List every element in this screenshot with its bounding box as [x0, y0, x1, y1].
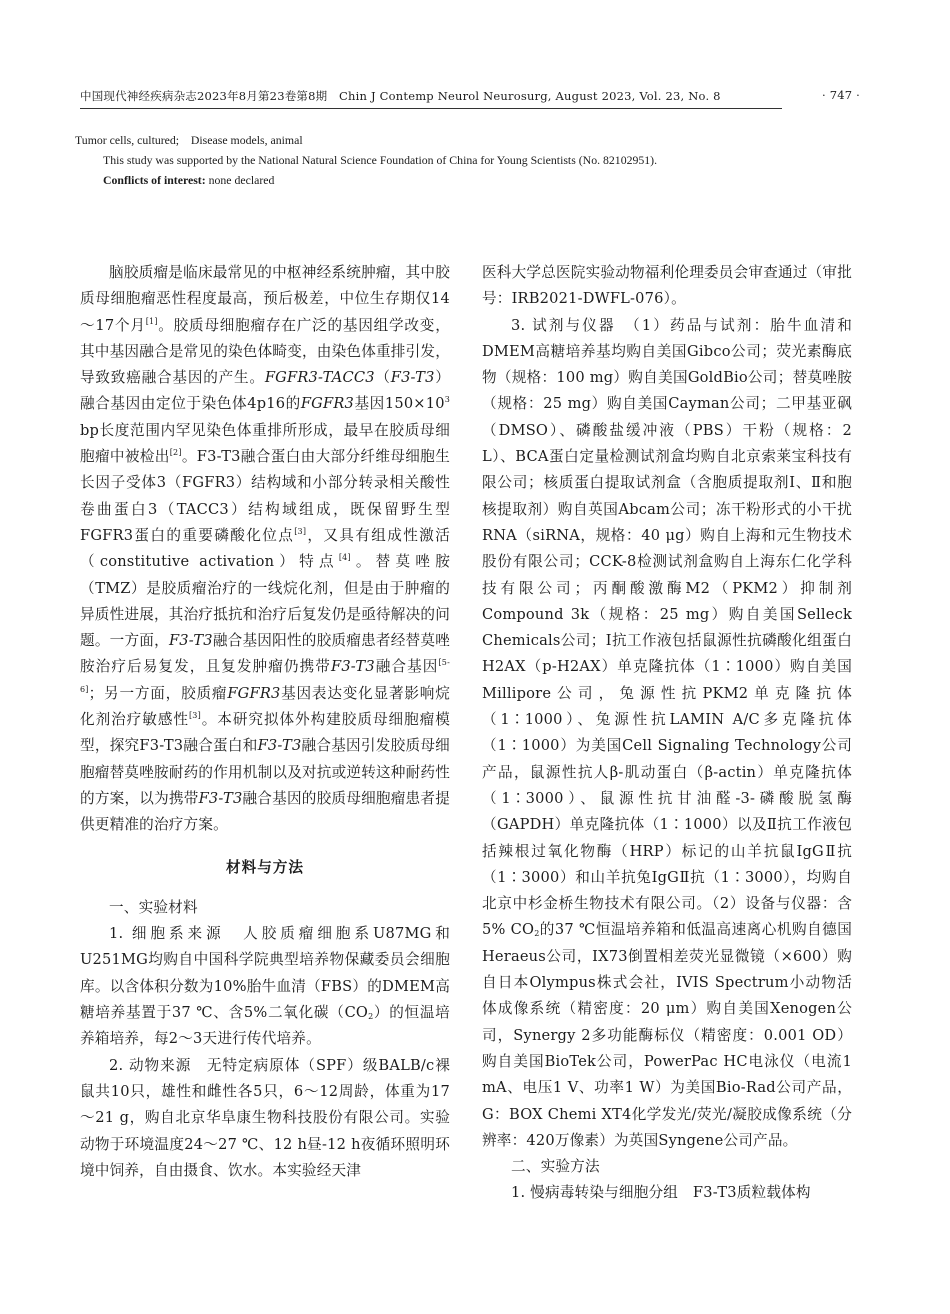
method-paragraph: 1. 慢病毒转染与细胞分组 F3-T3质粒载体构	[511, 1184, 811, 1202]
conflicts-statement	[75, 170, 795, 190]
cell-line-paragraph: 1. 细胞系来源 人胶质瘤细胞系U87MG和U251MG均购自中国科学院典型培养物保藏委员会细胞库。以含体积分数为10%胎牛血清（FBS）的DMEM高糖培养基置于37 ℃、含5%二氧化碳$(CO_2)$的恒温培养箱培养，每2～3天进行传代培养。	[80, 925, 450, 1048]
citation-ref: [3]	[294, 526, 307, 536]
subsection-heading: 一、实验材料	[109, 898, 198, 916]
intro-paragraph: 脑胶质瘤是临床最常见的中枢神经系统肿瘤，其中胶质母细胞瘤恶性程度最高，预后极差，中位生存期仅14～17个月[1]。胶质母细胞瘤存在广泛的基因组学改变，其中基因融合是常见的染色体畸变，由染色体重排引发，导致致癌融合基因的产生。FGFR3-TACC3（F3-T3）融合基因由定位于染色体4p16的FGFR3基因$150\times 10^3$ bp长度范围内罕见染色体重排所形成，最早在胶质母细胞瘤中被检出[2]。F3-T3融合蛋白由大部分纤维母细胞生长因子受体3（FGFR3）结构域和小部分转录相关酸性卷曲蛋白3（TACC3）结构域组成，既保留野生型FGFR3蛋白的重要磷酸化位点[3]，又具有组成性激活（constitutive activation）特点[4]。替莫唑胺（TMZ）是胶质瘤治疗的一线烷化剂，但是由于肿瘤的异质性进展，其治疗抵抗和治疗后复发仍是亟待解决的问题。一方面，F3-T3融合基因阳性的胶质瘤患者经替莫唑胺治疗后易复发，且复发肿瘤仍携带F3-T3融合基因[5-6]；另一方面，胶质瘤FGFR3基因表达变化显著影响烷化剂治疗敏感性[3]。本研究拟体外构建胶质母细胞瘤模型，探究F3-T3融合蛋白和F3-T3融合基因引发胶质母细胞瘤替莫唑胺耐药的作用机制以及对抗或逆转这种耐药性的方案，以为携带F3-T3融合基因的胶质母细胞瘤患者提供更精准的治疗方案。	[80, 264, 451, 834]
citation-ref: [5-6]	[80, 658, 450, 694]
funding-statement: This study was supported by the National Natural Science Foundation of China for Young Scientists (No. 82102951).	[103, 153, 658, 167]
subsection-heading: 二、实验方法	[511, 1158, 600, 1176]
reagents-paragraph: 3. 试剂与仪器 （1）药品与试剂：胎牛血清和DMEM高糖培养基均购自美国Gibco公司；荧光素酶底物（规格：100 mg）购自美国GoldBio公司；替莫唑胺（规格：25 mg）购自美国Cayman公司；二甲基亚砜（DMSO）、磷酸盐缓冲液（PBS）干粉（规格：2 L）、BCA蛋白定量检测试剂盒均购自北京索莱宝科技有限公司；核质蛋白提取试剂盒（含胞质提取剂Ⅰ、Ⅱ和胞核提取剂）购自英国Abcam公司；冻干粉形式的小干扰RNA（siRNA，规格：40 μg）购自上海和元生物技术股份有限公司；CCK-8检测试剂盒购自上海东仁化学科技有限公司；丙酮酸激酶M2（PKM2）抑制剂Compound 3k（规格：25 mg）购自美国Selleck Chemicals公司；Ⅰ抗工作液包括鼠源性抗磷酸化组蛋白H2AX（p-H2AX）单克隆抗体（1∶1000）购自美国Millipore公司，兔源性抗PKM2单克隆抗体（1∶1000）、兔源性抗LAMIN A/C多克隆抗体（1∶1000）为美国Cell Signaling Technology公司产品，鼠源性抗人β-肌动蛋白（β-actin）单克隆抗体（1∶3000）、鼠源性抗甘油醛-3-磷酸脱氢酶（GAPDH）单克隆抗体（1∶1000）以及Ⅱ抗工作液包括辣根过氧化物酶（HRP）标记的山羊抗鼠IgGⅡ抗（1∶3000）和山羊抗兔IgGⅡ抗（1∶3000），均购自北京中杉金桥生物技术有限公司。（2）设备与仪器：含5% $CO_2$的37 ℃恒温培养箱和低温高速离心机购自德国Heraeus公司，IX73倒置相差荧光显微镜（×600）购自日本Olympus株式会社，IVIS Spectrum小动物活体成像系统（精密度：20 μm）购自美国Xenogen公司，Synergy 2多功能酶标仪（精密度：0.001 OD）购自美国BioTek公司，PowerPac HC电泳仪（电流1 mA、电压1 V、功率1 W）为美国Bio-Rad公司产品，G：BOX Chemi XT4化学发光/荧光/凝胶成像系统（分辨率：420万像素）为英国Syngene公司产品。	[482, 316, 853, 1149]
page-number: · 747 ·	[822, 88, 860, 102]
conflicts-label: Conflicts of interest:	[103, 173, 206, 187]
citation-ref: [2]	[169, 448, 182, 458]
gene-name: F3-T3	[390, 369, 435, 387]
left-column	[80, 260, 450, 1184]
gene-name: FGFR3	[300, 395, 355, 413]
ethics-paragraph: 医科大学总医院实验动物福利伦理委员会审查通过（审批号：IRB2021-DWFL-076）。	[482, 264, 852, 308]
gene-name: F3-T3	[331, 658, 375, 676]
gene-name: FGFR3	[227, 684, 281, 702]
gene-name: F3-T3	[198, 789, 243, 807]
gene-name: F3-T3	[257, 737, 302, 755]
header-rule	[80, 108, 782, 109]
keywords-line: Tumor cells, cultured; Disease models, animal	[75, 133, 303, 147]
gene-name: FGFR3-TACC3	[264, 369, 375, 387]
citation-ref: [3]	[188, 711, 201, 721]
journal-citation: 中国现代神经疾病杂志2023年8月第23卷第8期 Chin J Contemp Neurol Neurosurg, August 2023, Vol. 23, No. 8	[80, 89, 721, 103]
running-header	[80, 84, 860, 106]
right-column	[482, 260, 852, 1207]
conflicts-value: none declared	[205, 173, 275, 187]
abstract-tail	[75, 130, 795, 190]
section-title: 材料与方法	[226, 858, 304, 876]
gene-name: F3-T3	[168, 632, 213, 650]
citation-ref: [1]	[145, 316, 158, 326]
citation-ref: [4]	[338, 553, 351, 563]
animal-paragraph: 2. 动物来源 无特定病原体（SPF）级BALB/c裸鼠共10只，雄性和雌性各5只，6～12周龄，体重为17～21 g，购自北京华阜康生物科技股份有限公司。实验动物于环境温度24～27 ℃、12 h昼-12 h夜循环照明环境中饲养，自由摄食、饮水。本实验经天津	[80, 1056, 450, 1179]
